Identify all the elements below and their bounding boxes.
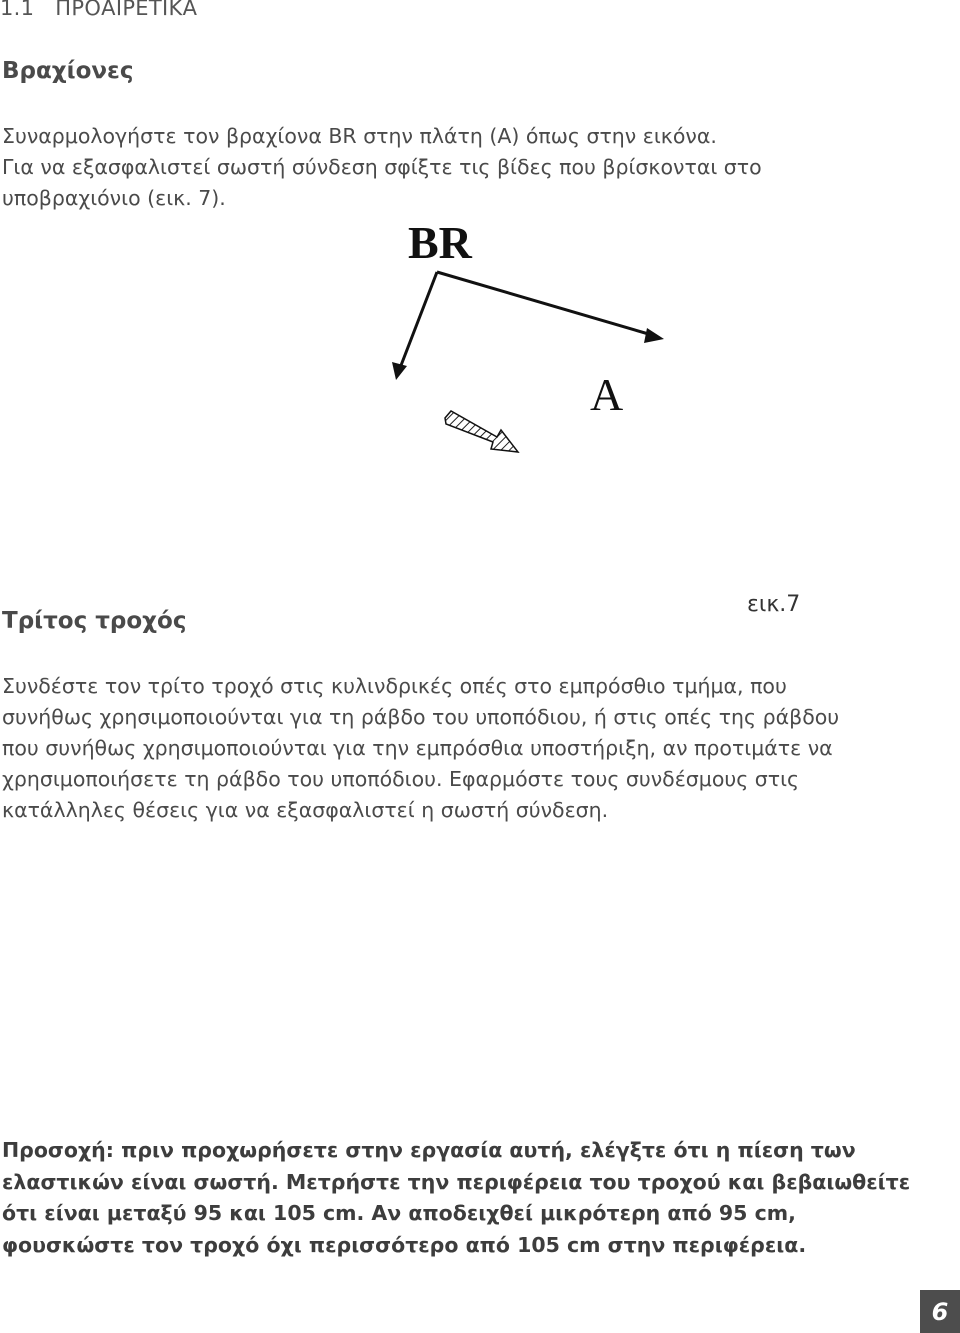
br-arrow-right [437,272,664,343]
br-arrow-down-left [392,272,437,380]
third-wheel-line: που συνήθως χρησιμοποιούνται για την εμπρόσθια υποστήριξη, αν προτιμάτε να [2,736,833,760]
arms-heading: Βραχίονες [2,58,134,84]
third-wheel-line: συνήθως χρησιμοποιούνται για τη ράβδο του υποπόδιου, ή στις οπές της ράβδου [2,705,840,729]
third-wheel-heading: Τρίτος τροχός [2,608,187,634]
third-wheel-line: κατάλληλες θέσεις για να εξασφαλιστεί η σωστή σύνδεση. [2,798,609,822]
third-wheel-line: χρησιμοποιήσετε τη ράβδο του υποπόδιου. Εφαρμόστε τους συνδέσμους στις [2,767,800,791]
warning-line: φουσκώστε τον τροχό όχι περισσότερο από 105 cm στην περιφέρεια. [2,1232,807,1257]
page-number: 6 [931,1297,949,1326]
third-wheel-paragraph [2,671,942,826]
arms-line: υποβραχιόνιο (εικ. 7). [2,186,226,210]
warning-line: ελαστικών είναι σωστή. Μετρήστε την περιφέρεια του τροχού και βεβαιωθείτε [2,1169,911,1194]
hatched-arrow [445,411,518,452]
arms-line: Για να εξασφαλιστεί σωστή σύνδεση σφίξτε τις βίδες που βρίσκονται στο [2,155,762,179]
warning-line: Προσοχή: πριν προχωρήσετε στην εργασία αυτή, ελέγξτε ότι η πίεση των [2,1138,856,1162]
figure-caption: εικ.7 [747,592,801,617]
third-wheel-line: Συνδέστε τον τρίτο τροχό στις κυλινδρικές οπές στο εμπρόσθιο τμήμα, που [2,674,787,698]
section-title: ΠΡΟΑΙΡΕΤΙΚΑ [55,0,198,20]
figure-label-a: A [590,369,624,420]
warning-paragraph [2,1135,952,1261]
page-number-badge [920,1290,960,1333]
figure-label-br: BR [408,217,472,268]
arms-line: Συναρμολογήστε τον βραχίονα BR στην πλάτη (A) όπως στην εικόνα. [2,124,717,148]
warning-line: ότι είναι μεταξύ 95 και 105 cm. Αν αποδειχθεί μικρότερη από 95 cm, [2,1201,796,1225]
section-number: 1.1 [0,0,35,20]
